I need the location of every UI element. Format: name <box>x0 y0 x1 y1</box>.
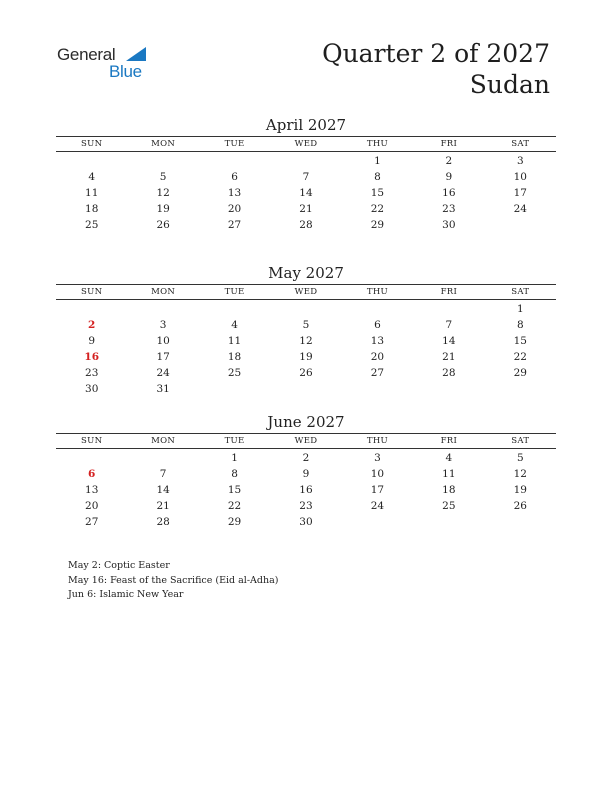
week-row <box>56 217 556 233</box>
day-cell: 11 <box>85 187 99 199</box>
month-title: May 2027 <box>268 264 344 282</box>
day-cell: 18 <box>85 203 99 215</box>
day-cell: 26 <box>299 367 313 379</box>
day-cell: 8 <box>231 468 238 480</box>
day-cell: 5 <box>159 171 167 183</box>
week-row <box>56 381 556 397</box>
day-cell: 25 <box>85 219 99 231</box>
day-cell: 30 <box>299 516 313 528</box>
day-cell: 17 <box>370 484 385 496</box>
day-cell: 1 <box>374 155 381 167</box>
day-cell: 11 <box>442 468 456 480</box>
logo-blue-text: Blue <box>109 62 142 81</box>
day-cell: 22 <box>227 500 242 512</box>
week-row <box>56 169 556 185</box>
month-title: April 2027 <box>265 116 347 134</box>
day-cell: 29 <box>370 219 385 231</box>
day-cell: 7 <box>445 319 453 331</box>
day-cell: 9 <box>445 171 453 183</box>
day-cell: 19 <box>156 203 170 215</box>
weekday-label: SAT <box>511 287 530 297</box>
weekday-label: TUE <box>224 287 245 297</box>
weekday-label: TUE <box>224 139 245 149</box>
day-cell: 20 <box>85 500 99 512</box>
title-country: Sudan <box>469 70 550 99</box>
day-cell: 10 <box>513 171 527 183</box>
week-row <box>56 514 556 530</box>
week-row <box>56 333 556 349</box>
day-cell: 18 <box>442 484 456 496</box>
day-cell: 20 <box>370 351 385 363</box>
month-june <box>56 413 556 530</box>
day-cell: 17 <box>156 351 170 363</box>
month-title: June 2027 <box>267 413 345 431</box>
day-cell: 19 <box>299 351 313 363</box>
day-cell: 2 <box>302 452 310 464</box>
weekday-label: SUN <box>81 139 103 149</box>
day-cell: 23 <box>299 500 313 512</box>
day-cell: 27 <box>370 367 385 379</box>
day-cell: 20 <box>227 203 242 215</box>
day-cell: 14 <box>442 335 456 347</box>
day-cell: 14 <box>156 484 170 496</box>
day-cell: 26 <box>156 219 170 231</box>
weekday-label: FRI <box>440 436 458 446</box>
day-cell: 3 <box>374 452 381 464</box>
day-cell: 19 <box>513 484 527 496</box>
holiday-day-cell: 6 <box>88 468 96 480</box>
day-cell: 17 <box>513 187 527 199</box>
weekday-label: SAT <box>511 436 530 446</box>
weekday-label: THU <box>366 436 388 446</box>
holiday-note: May 16: Feast of the Sacrifice (Eid al-Adha) <box>68 574 279 586</box>
holiday-day-cell: 16 <box>84 351 100 363</box>
day-cell: 1 <box>231 452 238 464</box>
day-cell: 16 <box>442 187 456 199</box>
weekday-label: WED <box>294 139 318 149</box>
weekday-label: MON <box>151 436 176 446</box>
day-cell: 27 <box>227 219 242 231</box>
day-cell: 28 <box>442 367 456 379</box>
day-cell: 7 <box>159 468 167 480</box>
weekday-header <box>56 284 556 300</box>
holiday-notes <box>68 559 278 603</box>
weekday-label: FRI <box>440 287 458 297</box>
day-cell: 18 <box>227 351 242 363</box>
day-cell: 25 <box>227 367 242 379</box>
day-cell: 7 <box>302 171 310 183</box>
day-cell: 23 <box>85 367 99 379</box>
week-row <box>56 201 556 217</box>
title-quarter: Quarter 2 of 2027 <box>322 39 550 68</box>
day-cell: 13 <box>370 335 385 347</box>
day-cell: 15 <box>227 484 242 496</box>
weekday-header <box>56 433 556 449</box>
logo-triangle-icon <box>126 47 146 61</box>
weekday-label: SAT <box>511 139 530 149</box>
week-row <box>56 317 556 333</box>
weekday-label: SUN <box>81 287 103 297</box>
day-cell: 13 <box>85 484 99 496</box>
week-row <box>56 498 556 514</box>
day-cell: 21 <box>156 500 170 512</box>
day-cell: 6 <box>374 319 381 331</box>
week-row <box>56 450 556 466</box>
day-cell: 29 <box>227 516 242 528</box>
week-row <box>56 349 556 365</box>
day-cell: 23 <box>442 203 456 215</box>
weekday-label: FRI <box>440 139 458 149</box>
day-cell: 29 <box>513 367 527 379</box>
page-title <box>322 38 550 100</box>
day-cell: 22 <box>370 203 385 215</box>
day-cell: 30 <box>85 383 99 395</box>
day-cell: 14 <box>299 187 313 199</box>
day-cell: 21 <box>299 203 313 215</box>
day-cell: 9 <box>88 335 96 347</box>
day-cell: 28 <box>299 219 313 231</box>
logo-general-text: General <box>57 45 116 64</box>
day-cell: 13 <box>227 187 242 199</box>
weekday-label: SUN <box>81 436 103 446</box>
day-cell: 10 <box>370 468 385 480</box>
weekday-label: MON <box>151 287 176 297</box>
day-cell: 15 <box>370 187 385 199</box>
day-cell: 21 <box>442 351 456 363</box>
day-cell: 31 <box>156 383 170 395</box>
day-cell: 8 <box>374 171 381 183</box>
month-may <box>56 264 556 397</box>
day-cell: 6 <box>231 171 238 183</box>
weekday-label: THU <box>366 139 388 149</box>
month-april <box>56 116 556 233</box>
day-cell: 25 <box>442 500 456 512</box>
day-cell: 3 <box>516 155 524 167</box>
day-cell: 9 <box>302 468 310 480</box>
weekday-label: WED <box>294 436 318 446</box>
week-row <box>56 185 556 201</box>
holiday-note: May 2: Coptic Easter <box>68 560 170 571</box>
week-row <box>56 466 556 482</box>
day-cell: 24 <box>156 367 170 379</box>
day-cell: 30 <box>442 219 456 231</box>
weekday-header <box>56 136 556 152</box>
day-cell: 26 <box>513 500 527 512</box>
holiday-day-cell: 2 <box>88 319 96 331</box>
day-cell: 4 <box>231 319 238 331</box>
day-cell: 12 <box>299 335 313 347</box>
day-cell: 5 <box>516 452 524 464</box>
day-cell: 24 <box>370 500 385 512</box>
day-cell: 27 <box>85 516 99 528</box>
day-cell: 2 <box>445 155 453 167</box>
day-cell: 12 <box>513 468 527 480</box>
day-cell: 28 <box>156 516 170 528</box>
day-cell: 3 <box>159 319 167 331</box>
week-row <box>56 153 556 169</box>
day-cell: 8 <box>516 319 524 331</box>
week-row <box>56 365 556 381</box>
weekday-label: TUE <box>224 436 245 446</box>
day-cell: 5 <box>302 319 310 331</box>
holiday-note: Jun 6: Islamic New Year <box>68 589 184 600</box>
day-cell: 4 <box>445 452 453 464</box>
weekday-label: THU <box>366 287 388 297</box>
week-row <box>56 301 556 317</box>
day-cell: 15 <box>513 335 527 347</box>
logo <box>57 43 157 83</box>
day-cell: 10 <box>156 335 170 347</box>
weekday-label: WED <box>294 287 318 297</box>
weekday-label: MON <box>151 139 176 149</box>
day-cell: 24 <box>513 203 527 215</box>
day-cell: 11 <box>227 335 242 347</box>
day-cell: 12 <box>156 187 170 199</box>
day-cell: 16 <box>299 484 313 496</box>
day-cell: 4 <box>88 171 96 183</box>
week-row <box>56 482 556 498</box>
day-cell: 22 <box>513 351 527 363</box>
day-cell: 1 <box>516 303 524 315</box>
